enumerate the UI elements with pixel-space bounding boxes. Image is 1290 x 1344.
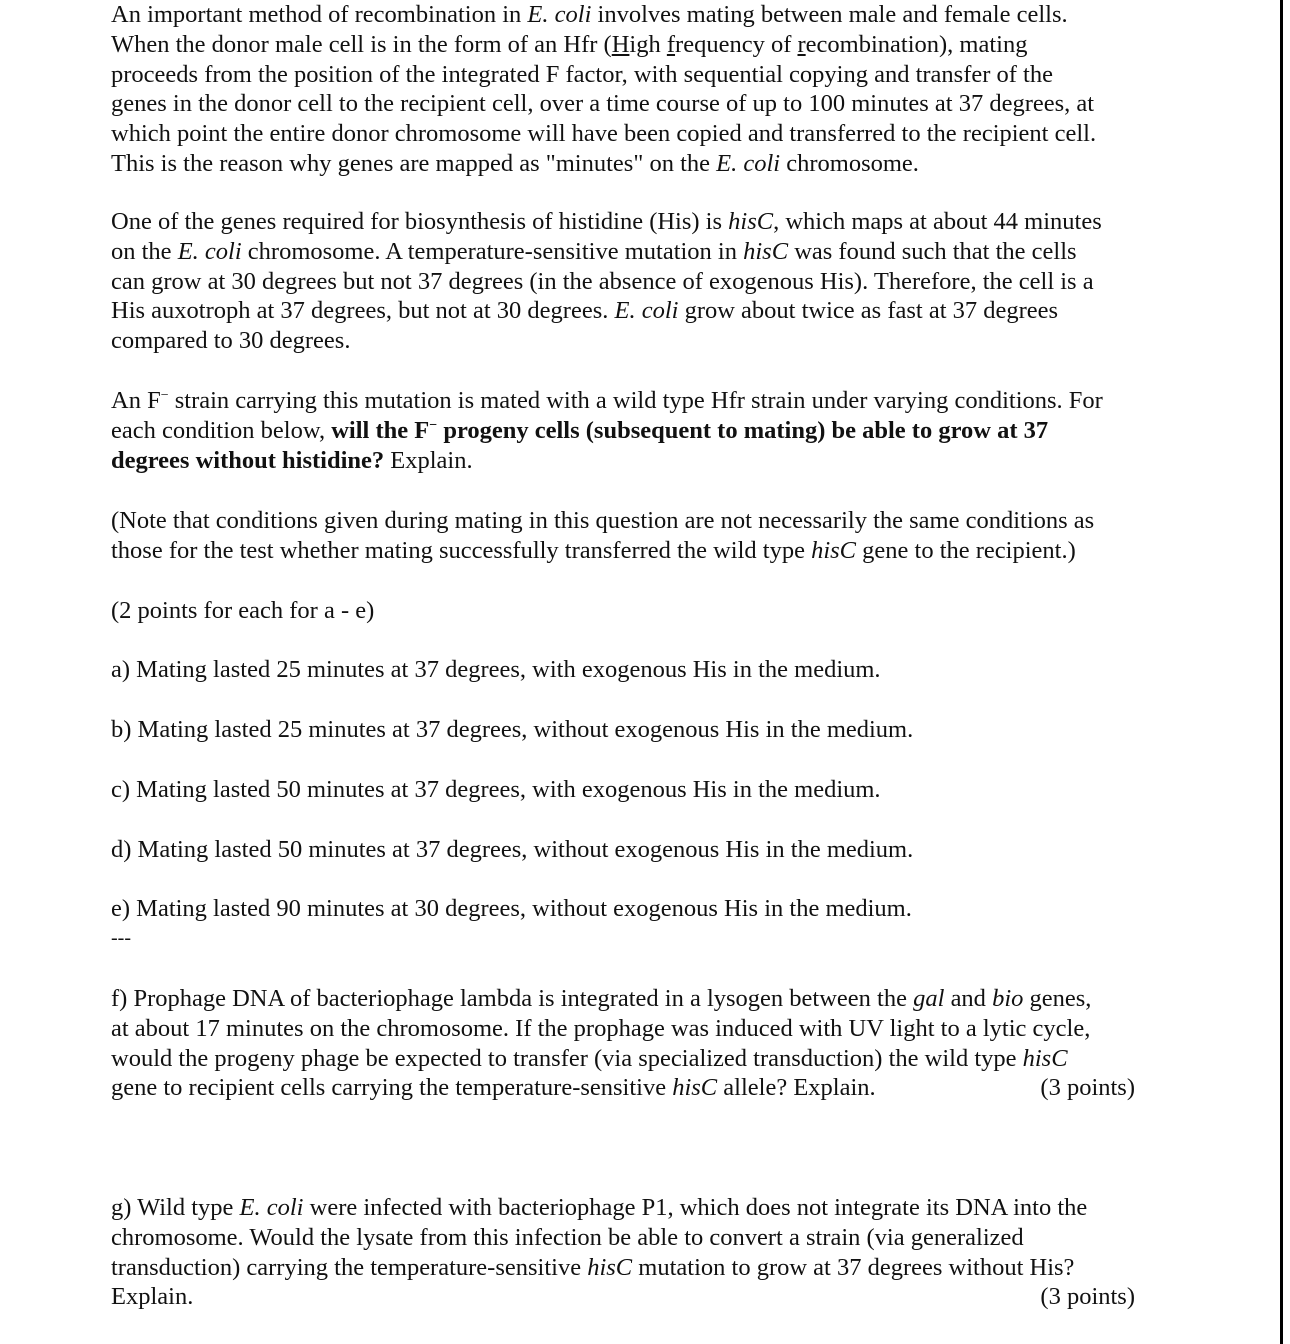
mating-question-paragraph: An F− strain carrying this mutation is mated with a wild type Hfr strain under varying conditions. For each condition below, will the F− progeny cells (subsequent to mating) be able to grow at 37 degrees without histidine? Explain.: [111, 387, 1103, 474]
question-f-points: (3 points): [1040, 1074, 1135, 1102]
points-note: (2 points for each for a - e): [111, 597, 375, 624]
question-c: c) Mating lasted 50 minutes at 37 degrees, with exogenous His in the medium.: [111, 776, 881, 803]
hisc-paragraph: One of the genes required for biosynthesis of histidine (His) is hisC, which maps at about 44 minutes on the E. coli chromosome. A temperature-sensitive mutation in hisC was found such that the cells can grow at 30 degrees but not 37 degrees (in the absence of exogenous His). Therefore, the cell is a His auxotroph at 37 degrees, but not at 30 degrees. E. coli grow about twice as fast at 37 degrees compared to 30 degrees.: [111, 208, 1102, 355]
question-g: g) Wild type E. coli were infected with bacteriophage P1, which does not integrate its DNA into the chromosome. Would the lysate from this infection be able to convert a strain (via generalized transduction) carrying the temperature-sensitive hisC mutation to grow at 37 degrees without His? Explain. (3 points): [111, 1194, 1135, 1311]
question-d: d) Mating lasted 50 minutes at 37 degrees, without exogenous His in the medium.: [111, 836, 914, 863]
intro-paragraph: An important method of recombination in E. coli involves mating between male and female cells. When the donor male cell is in the form of an Hfr (High frequency of recombination), mating proceeds from the position of the integrated F factor, with sequential copying and transfer of the genes in the donor cell to the recipient cell, over a time course of up to 100 minutes at 37 degrees, at which point the entire donor chromosome will have been copied and transferred to the recipient cell. This is the reason why genes are mapped as "minutes" on the E. coli chromosome.: [111, 1, 1097, 177]
question-a: a) Mating lasted 25 minutes at 37 degrees, with exogenous His in the medium.: [111, 656, 881, 683]
note-paragraph: (Note that conditions given during mating in this question are not necessarily the same conditions as those for the test whether mating successfully transferred the wild type hisC gene to the recipient.): [111, 507, 1095, 564]
separator: ---: [111, 927, 131, 949]
question-f: f) Prophage DNA of bacteriophage lambda is integrated in a lysogen between the gal and bio genes, at about 17 minutes on the chromosome. If the prophage was induced with UV light to a lytic cycle, would the progeny phage be expected to transfer (via specialized transduction) the wild type hisC gene to recipient cells carrying the temperature-sensitive hisC allele? Explain. (3 points): [111, 985, 1135, 1102]
question-e: e) Mating lasted 90 minutes at 30 degrees, without exogenous His in the medium.: [111, 895, 912, 922]
page-right-edge-rule: [1280, 0, 1283, 1344]
question-b: b) Mating lasted 25 minutes at 37 degrees, without exogenous His in the medium.: [111, 716, 914, 743]
question-g-points: (3 points): [1040, 1283, 1135, 1311]
